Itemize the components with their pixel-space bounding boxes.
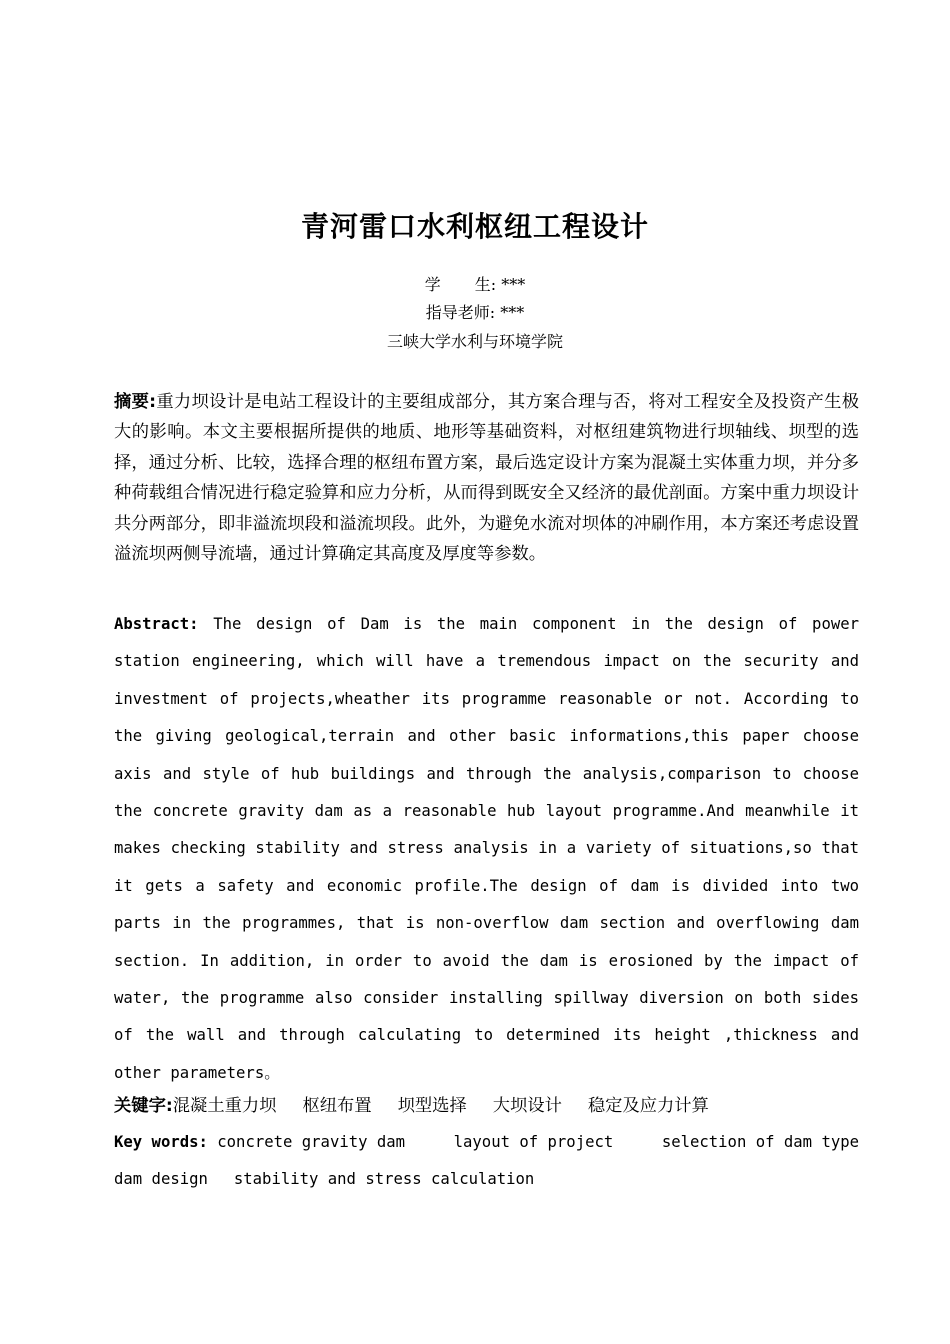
chinese-keyword: 坝型选择 (397, 1096, 467, 1116)
chinese-keyword: 稳定及应力计算 (587, 1096, 709, 1116)
english-keyword: concrete gravity dam (217, 1133, 406, 1151)
advisor-value: *** (500, 303, 525, 322)
chinese-abstract-label: 摘要: (114, 392, 157, 412)
english-keywords-label: Key words: (114, 1133, 208, 1151)
english-keyword: dam design (114, 1170, 208, 1189)
school-affiliation: 三峡大学水利与环境学院 (386, 332, 563, 351)
english-keywords-first (114, 1124, 405, 1161)
chinese-keywords (114, 1092, 859, 1120)
author-label-part-1: 学 (424, 275, 441, 294)
chinese-keywords-label: 关键字: (114, 1096, 173, 1116)
author-value: *** (501, 275, 526, 294)
chinese-keyword: 大坝设计 (492, 1096, 562, 1116)
chinese-abstract-text: 重力坝设计是电站工程设计的主要组成部分，其方案合理与否，将对工程安全及投资产生极大的影响。本文主要根据所提供的地质、地形等基础资料，对枢纽建筑物进行坝轴线、坝型的选择，通过分析、比较，选择合理的枢纽布置方案，最后选定设计方案为混凝土实体重力坝，并分多种荷载组合情况进行稳定验算和应力分析，从而得到既安全又经济的最优剖面。方案中重力坝设计共分两部分，即非溢流坝段和溢流坝段。此外，为避免水流对坝体的冲刷作用，本方案还考虑设置溢流坝两侧导流墙，通过计算确定其高度及厚度等参数。 (114, 392, 859, 565)
english-abstract-label: Abstract: (114, 615, 199, 633)
author-line (0, 272, 950, 295)
english-keyword: stability and stress calculation (233, 1170, 535, 1189)
english-keyword: selection of dam type (661, 1133, 859, 1151)
chinese-keyword: 混凝土重力坝 (172, 1096, 277, 1116)
paper-title: 青河雷口水利枢纽工程设计 (300, 210, 649, 243)
english-keywords-row (114, 1161, 859, 1198)
author-label-part-2: 生: (474, 275, 497, 294)
english-abstract-text: The design of Dam is the main component in the design of power station engineering, which will have a tremendous impact on the security and investment of projects,wheather its programme reasonable or not. According to the giving geological,terrain and other basic informations,this paper choose axis and style of hub buildings and through the analysis,comparison to choose the concrete gravity dam as a reasonable hub layout programme.And meanwhile it makes checking stability and stress analysis in a variety of situations,so that it gets a safety and economic profile.The design of dam is divided into two parts in the programmes, that is non-overflow dam section and overflowing dam section. In addition, in order to avoid the dam is erosioned by the impact of water, the programme also consider installing spillway diversion on both sides of the wall and through calculating to determined its height ,thickness and other parameters。 (114, 615, 859, 1082)
chinese-keyword: 枢纽布置 (302, 1096, 372, 1116)
advisor-line (0, 300, 950, 323)
chinese-abstract (114, 387, 859, 569)
english-keywords-row (114, 1124, 859, 1161)
english-keywords (114, 1124, 859, 1199)
english-keyword: layout of project (453, 1133, 614, 1151)
advisor-label: 指导老师: (425, 303, 496, 322)
english-abstract (114, 606, 859, 1092)
